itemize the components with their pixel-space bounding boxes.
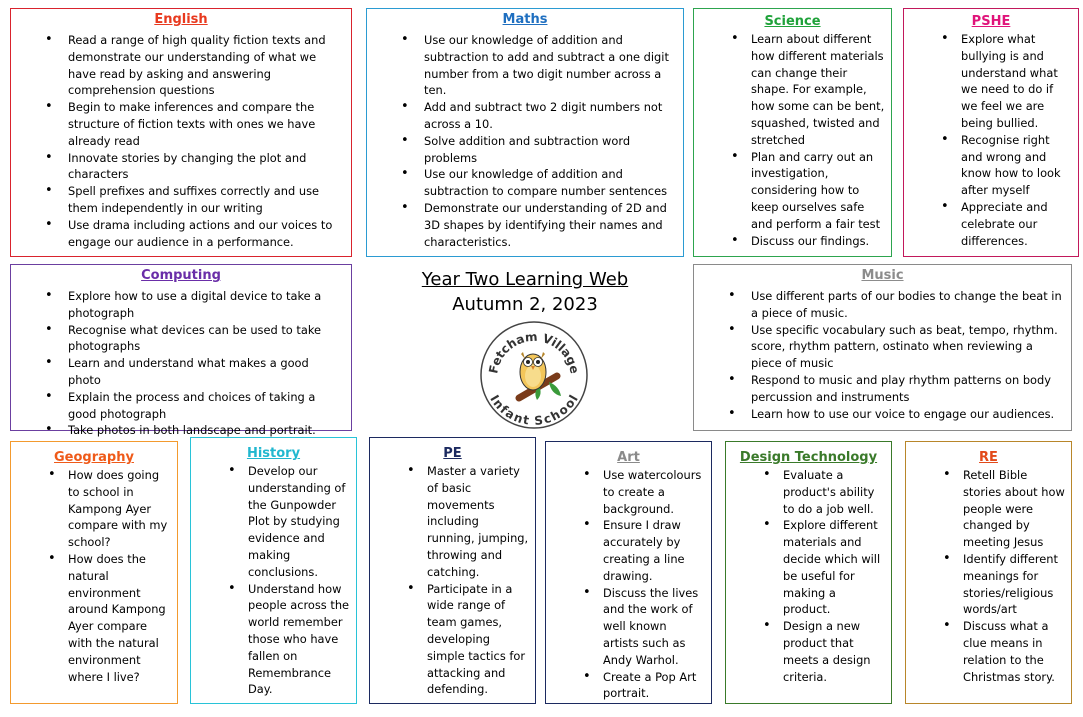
geography-item: • How does the natural environment around Kampong Ayer compare with the natural environment where I live? — [11, 551, 171, 685]
english-item: • Begin to make inferences and compare the structure of fiction texts with ones we have already read — [11, 99, 345, 149]
computing-item: • Explore how to use a digital device to take a photograph — [11, 288, 345, 322]
history-box — [190, 437, 357, 704]
computing-list — [11, 288, 351, 439]
design-technology-item: • Explore different materials and decide which will be useful for making a product. — [726, 517, 885, 618]
re-item: • Discuss what a clue means in relation to the Christmas story. — [906, 618, 1065, 685]
computing-item: • Learn and understand what makes a good photo — [11, 355, 345, 389]
design-technology-list — [726, 467, 891, 685]
geography-item: • How does going to school in Kampong Ayer compare with my school? — [11, 467, 171, 551]
art-box — [545, 441, 712, 704]
re-box — [905, 441, 1072, 704]
history-title: History — [246, 446, 301, 461]
maths-title: Maths — [502, 12, 548, 27]
science-box — [693, 8, 892, 257]
computing-item: • Explain the process and choices of taking a good photograph — [11, 389, 345, 423]
music-list — [694, 288, 1071, 422]
history-item: • Understand how people across the world remember those who have fallen on Remembrance Day. — [191, 581, 350, 699]
design-technology-title: Design Technology — [739, 450, 878, 465]
music-item: • Learn how to use our voice to engage our audiences. — [694, 406, 1065, 423]
english-item: • Innovate stories by changing the plot and characters — [11, 150, 345, 184]
history-item: • Develop our understanding of the Gunpowder Plot by studying evidence and making conclusions. — [191, 463, 350, 581]
music-item: • Use different parts of our bodies to change the beat in a piece of music. — [694, 288, 1065, 322]
english-title: English — [154, 12, 208, 27]
pe-list — [370, 463, 535, 698]
maths-item: • Use our knowledge of addition and subtraction to add and subtract a one digit number from a two digit number across a ten. — [367, 32, 677, 99]
maths-item: • Add and subtract two 2 digit numbers not across a 10. — [367, 99, 677, 133]
re-title: RE — [979, 450, 998, 465]
re-item: • Retell Bible stories about how people were changed by meeting Jesus — [906, 467, 1065, 551]
page-subtitle: Autumn 2, 2023 — [452, 294, 598, 315]
history-list — [191, 463, 356, 698]
re-item: • Identify different meanings for stories/religious words/art — [906, 551, 1065, 618]
maths-item: • Use our knowledge of addition and subtraction to compare number sentences — [367, 166, 677, 200]
music-title: Music — [861, 268, 904, 283]
geography-list — [11, 467, 177, 685]
pshe-item: • Recognise right and wrong and know how to look after myself — [904, 132, 1072, 199]
geography-box — [10, 441, 178, 704]
music-item: • Use specific vocabulary such as beat, tempo, rhythm. score, rhythm pattern, ostinato when reviewing a piece of music — [694, 322, 1065, 372]
school-logo — [479, 320, 589, 430]
science-item: • Learn about different how different materials can change their shape. For example, how some can be bent, squashed, twisted and stretched — [694, 31, 885, 149]
science-title: Science — [764, 14, 821, 29]
re-list — [906, 467, 1071, 685]
science-list — [694, 31, 891, 249]
page-header — [366, 268, 684, 318]
english-item: • Spell prefixes and suffixes correctly and use them independently in our writing — [11, 183, 345, 217]
geography-title: Geography — [54, 450, 134, 465]
pshe-item: • Explore what bullying is and understand what we need to do if we feel we are being bullied. — [904, 31, 1072, 132]
computing-title: Computing — [141, 268, 221, 283]
logo-bottom-text: Infant School — [487, 392, 581, 428]
pe-item: • Master a variety of basic movements including running, jumping, throwing and catching. — [370, 463, 529, 581]
computing-item: • Recognise what devices can be used to take photographs — [11, 322, 345, 356]
computing-item: • Take photos in both landscape and portrait. — [11, 422, 345, 439]
pshe-box — [903, 8, 1079, 257]
english-item: • Use drama including actions and our voices to engage our audience in a performance. — [11, 217, 345, 251]
music-box — [693, 264, 1072, 431]
maths-list — [367, 32, 683, 250]
art-item: • Discuss the lives and the work of well known artists such as Andy Warhol. — [546, 585, 705, 669]
logo-top-text: Fetcham Village — [486, 329, 582, 375]
art-list — [546, 467, 711, 702]
page-title: Year Two Learning Web — [421, 269, 629, 290]
science-item: • Plan and carry out an investigation, considering how to keep ourselves safe and perform a fair test — [694, 149, 885, 233]
pshe-title: PSHE — [971, 14, 1011, 29]
english-list — [11, 32, 351, 250]
art-title: Art — [617, 450, 640, 465]
english-item: • Read a range of high quality fiction texts and demonstrate our understanding of what we have read by asking and answering comprehension questions — [11, 32, 345, 99]
pshe-item: • Appreciate and celebrate our differences. — [904, 199, 1072, 249]
maths-item: • Solve addition and subtraction word problems — [367, 133, 677, 167]
english-box — [10, 8, 352, 257]
computing-box — [10, 264, 352, 438]
art-item: • Create a Pop Art portrait. — [546, 669, 705, 703]
pe-title: PE — [443, 446, 462, 461]
pe-box — [369, 437, 536, 704]
pshe-list — [904, 31, 1078, 249]
art-item: • Use watercolours to create a background. — [546, 467, 705, 517]
maths-item: • Demonstrate our understanding of 2D and 3D shapes by identifying their names and characteristics. — [367, 200, 677, 250]
maths-box — [366, 8, 684, 257]
art-item: • Ensure I draw accurately by creating a line drawing. — [546, 517, 705, 584]
music-item: • Respond to music and play rhythm patterns on body percussion and instruments — [694, 372, 1065, 406]
design-technology-item: • Evaluate a product's ability to do a job well. — [726, 467, 885, 517]
design-technology-item: • Design a new product that meets a design criteria. — [726, 618, 885, 685]
design-technology-box — [725, 441, 892, 704]
pe-item: • Participate in a wide range of team games, developing simple tactics for attacking and defending. — [370, 581, 529, 699]
science-item: • Discuss our findings. — [694, 233, 885, 250]
